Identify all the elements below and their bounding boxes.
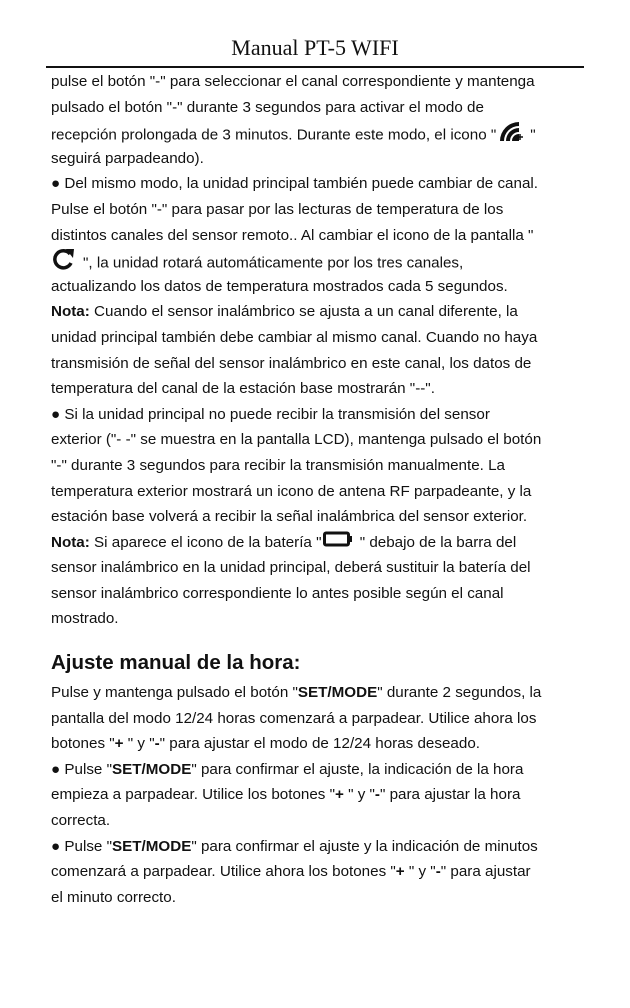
text-line [51, 299, 581, 325]
button-name: SET/MODE [112, 837, 192, 855]
text-fragment: " para ajustar [440, 863, 531, 881]
text-line [51, 757, 581, 783]
button-name: SET/MODE [112, 760, 192, 778]
text-fragment: Pulse y mantenga pulsado el botón " [51, 684, 298, 702]
note-label: Nota: [51, 533, 90, 551]
manual-body [51, 69, 581, 910]
text-fragment: " para ajustar el modo de 12/24 horas deseado. [159, 735, 480, 753]
text-line [51, 731, 581, 757]
text-line: sensor inalámbrico en la unidad principal, deberá sustituir la batería del [51, 559, 531, 577]
text-fragment: " y " [404, 863, 436, 881]
text-line: estación base volverá a recibir la señal inalámbrica del sensor exterior. [51, 508, 528, 526]
button-name: + [395, 863, 405, 881]
text-fragment: comenzará a parpadear. Utilice ahora los botones " [51, 863, 396, 881]
text-line: mostrado. [51, 610, 119, 628]
text-fragment: botones " [51, 735, 115, 753]
text-fragment: " y " [123, 735, 155, 753]
text-fragment: " durante 2 segundos, la [377, 684, 542, 702]
text-fragment: " para confirmar el ajuste y la indicación de minutos [191, 837, 538, 855]
button-name: - [154, 735, 160, 753]
text-line: pantalla del modo 12/24 horas comenzará a parpadear. Utilice ahora los [51, 709, 537, 727]
text-line: pulsado el botón "-" durante 3 segundos para activar el modo de [51, 98, 484, 116]
text-line: temperatura exterior mostrará un icono de antena RF parpadeante, y la [51, 482, 532, 500]
text-line: temperatura del canal de la estación base mostrarán "--". [51, 380, 435, 398]
text-line: pulse el botón "-" para seleccionar el canal correspondiente y mantenga [51, 73, 535, 90]
button-name: - [374, 786, 380, 804]
text-fragment: " debajo de la barra del [355, 533, 517, 551]
text-line [51, 782, 581, 808]
text-fragment: ● Pulse " [51, 760, 112, 778]
text-line [51, 859, 581, 885]
signal-wave-icon [498, 120, 524, 151]
text-line [51, 530, 581, 556]
header-rule [46, 66, 584, 68]
text-line: unidad principal también debe cambiar al mismo canal. Cuando no haya [51, 328, 538, 346]
battery-icon [323, 530, 353, 556]
text-fragment: " [530, 126, 536, 144]
text-line: ● Del mismo modo, la unidad principal también puede cambiar de canal. [51, 175, 538, 193]
text-fragment: Si aparece el icono de la batería " [89, 533, 322, 551]
text-line: sensor inalámbrico correspondiente lo antes posible según el canal [51, 584, 504, 602]
text-line: seguirá parpadeando). [51, 149, 204, 167]
text-line: exterior ("- -" se muestra en la pantalla LCD), mantenga pulsado el botón [51, 431, 542, 449]
button-name: SET/MODE [297, 684, 378, 702]
text-line [51, 248, 581, 274]
text-line [51, 834, 581, 860]
button-name: - [435, 863, 441, 881]
text-fragment: Cuando el sensor inalámbrico se ajusta a un canal diferente, la [89, 303, 518, 321]
text-fragment: " y " [343, 786, 375, 804]
text-line: transmisión de señal del sensor inalámbrico en este canal, los datos de [51, 354, 532, 372]
text-fragment: ● Pulse " [51, 837, 112, 855]
text-fragment: empieza a parpadear. Utilice los botones " [51, 786, 335, 804]
page-header-title: Manual PT-5 WIFI [231, 35, 399, 60]
button-name: + [114, 735, 124, 753]
text-line [51, 120, 581, 146]
text-fragment: " para ajustar la hora [379, 786, 521, 804]
text-fragment: recepción prolongada de 3 minutos. Durante este modo, el icono " [51, 126, 497, 144]
text-line: Pulse el botón "-" para pasar por las lecturas de temperatura de los [51, 200, 504, 218]
text-fragment: ", la unidad rotará automáticamente por los tres canales, [83, 254, 464, 272]
section-heading: Ajuste manual de la hora: [51, 651, 301, 675]
text-line: ● Si la unidad principal no puede recibir la transmisión del sensor [51, 405, 490, 423]
text-line: "-" durante 3 segundos para recibir la transmisión manualmente. La [51, 456, 505, 474]
text-line: el minuto correcto. [51, 888, 176, 906]
text-line: correcta. [51, 812, 111, 830]
text-line: distintos canales del sensor remoto.. Al cambiar el icono de la pantalla " [51, 226, 534, 244]
note-label: Nota: [51, 303, 90, 321]
text-fragment: " para confirmar el ajuste, la indicación de la hora [191, 760, 524, 778]
button-name: + [335, 786, 344, 804]
text-line: actualizando los datos de temperatura mostrados cada 5 segundos. [51, 277, 508, 295]
text-line [51, 680, 581, 706]
